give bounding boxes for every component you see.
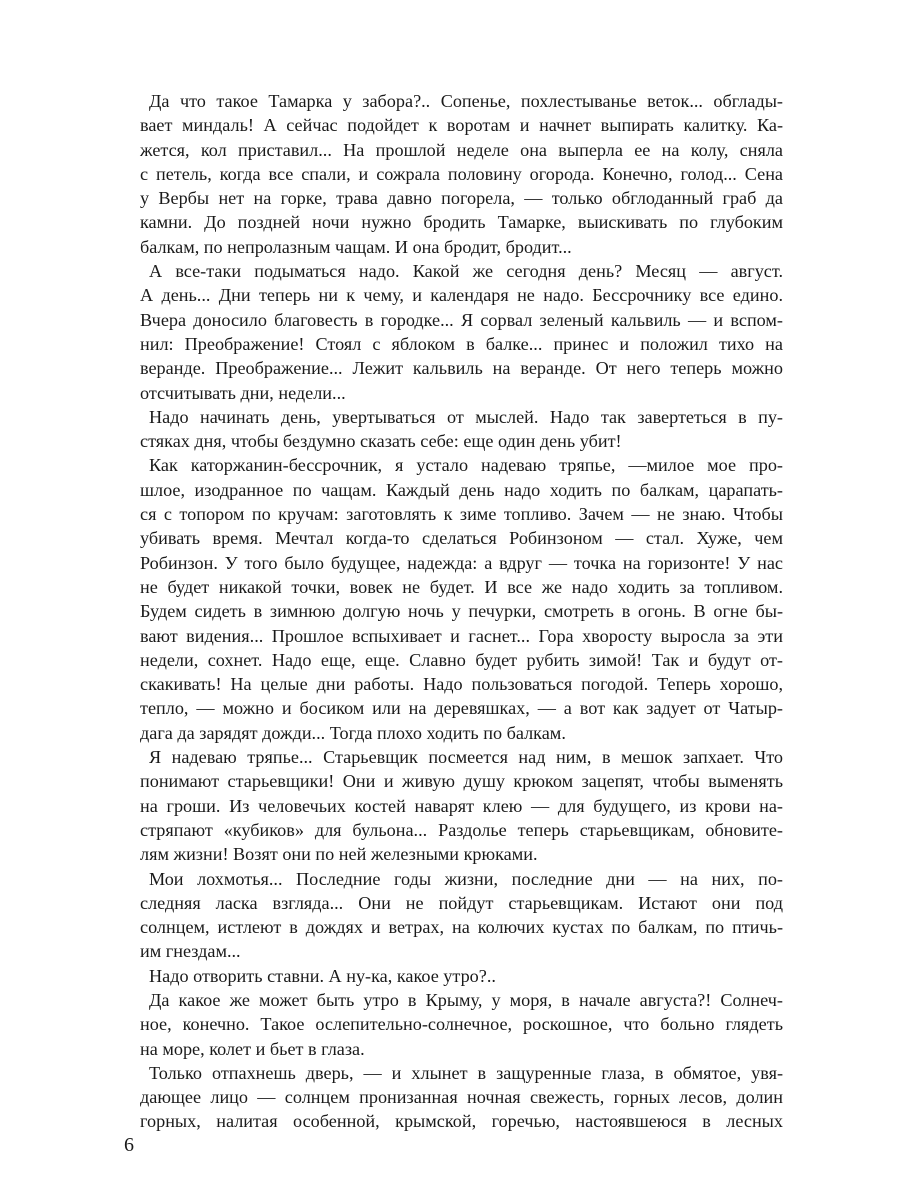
text-line: нил: Преображение! Стоял с яблоком в балке... принес и положил тихо на: [140, 333, 783, 354]
text-line: стяках дня, чтобы бездумно сказать себе: еще один день убит!: [140, 431, 622, 452]
text-line: скакивать! На целые дни работы. Надо пользоваться погодой. Теперь хорошо,: [140, 674, 783, 695]
text-line: лям жизни! Возят они по ней железными крюками.: [140, 844, 538, 865]
text-line: Да что такое Тамарка у забора?.. Сопенье, похлестыванье веток... обглады-: [149, 91, 783, 111]
text-line: не будет никакой точки, вовек не будет. И все же надо ходить за топливом.: [140, 576, 783, 597]
text-line: отсчитывать дни, недели...: [140, 382, 346, 403]
text-line: убивать время. Мечтал когда-то сделаться Робинзоном — стал. Хуже, чем: [140, 528, 783, 549]
text-line: ся с топором по кручам: заготовлять к зиме топливо. Зачем — не знаю. Чтобы: [140, 504, 783, 525]
text-line: вают видения... Прошлое вспыхивает и гаснет... Гора хворосту выросла за эти: [140, 625, 783, 646]
paragraph: [140, 1061, 783, 1134]
text-line: дающее лицо — солнцем пронизанная ночная свежесть, горных лесов, долин: [140, 1087, 783, 1108]
text-line: Мои лохмотья... Последние годы жизни, последние дни — на них, по-: [149, 868, 783, 889]
text-line: Надо начинать день, увертываться от мыслей. Надо так завертеться в пу-: [149, 406, 783, 427]
paragraph: [140, 867, 783, 964]
text-line: Робинзон. У того было будущее, надежда: а вдруг — точка на горизонте! У нас: [140, 552, 783, 573]
paragraph: [140, 988, 783, 1061]
paragraph: [140, 405, 783, 454]
text-line: на море, колет и бьет в глаза.: [140, 1038, 365, 1059]
paragraph: [140, 745, 783, 866]
text-line: Только отпахнешь дверь, — и хлынет в защуренные глаза, в обмятое, увя-: [149, 1062, 783, 1083]
text-line: ное, конечно. Такое ослепительно-солнечное, роскошное, что больно глядеть: [140, 1014, 783, 1035]
text-line: стряпают «кубиков» для бульона... Раздолье теперь старьевщикам, обновите-: [140, 819, 783, 840]
text-line: вает миндаль! А сейчас подойдет к воротам и начнет выпирать калитку. Ка-: [140, 115, 783, 136]
text-line: им гнездам...: [140, 941, 241, 962]
text-line: Надо отворить ставни. А ну-ка, какое утро?..: [149, 965, 496, 986]
text-line: шлое, изодранное по чащам. Каждый день надо ходить по балкам, царапать-: [140, 479, 783, 500]
text-line: Как каторжанин-бессрочник, я устало надеваю тряпье, —милое мое про-: [149, 455, 783, 476]
text-line: тепло, — можно и босиком или на деревяшках, — а вот как задует от Чатыр-: [140, 698, 783, 719]
text-line: Вчера доносило благовесть в городке... Я сорвал зеленый кальвиль — и вспом-: [140, 309, 783, 330]
text-line: Будем сидеть в зимнюю долгую ночь у печурки, смотреть в огонь. В огне бы-: [140, 601, 783, 622]
text-line: Да какое же может быть утро в Крыму, у моря, в начале августа?! Солнеч-: [149, 989, 783, 1010]
text-line: Я надеваю тряпье... Старьевщик посмеется над ним, в мешок запхает. Что: [149, 747, 783, 768]
text-line: следняя ласка взгляда... Они не пойдут старьевщикам. Истают они под: [140, 892, 783, 913]
text-line: понимают старьевщики! Они и живую душу крюком зацепят, чтобы выменять: [140, 771, 783, 792]
text-line: солнцем, истлеют в дождях и ветрах, на колючих кустах по балкам, по птичь-: [140, 917, 783, 938]
text-line: горных, налитая особенной, крымской, горечью, настоявшеюся в лесных: [140, 1111, 783, 1132]
text-line: жется, кол приставил... На прошлой неделе она выперла ее на колу, сняла: [140, 139, 783, 160]
page-number: 6: [124, 1134, 134, 1156]
paragraph: [140, 259, 783, 405]
text-line: балкам, по непролазным чащам. И она бродит, бродит...: [140, 236, 572, 257]
text-line: на гроши. Из человечьих костей наварят клею — для будущего, из крови на-: [140, 795, 783, 816]
text-line: недели, сохнет. Надо еще, еще. Славно будет рубить зимой! Так и будут от-: [140, 649, 783, 670]
text-line: А все-таки подыматься надо. Какой же сегодня день? Месяц — август.: [149, 261, 783, 282]
text-line: у Вербы нет на горке, трава давно погорела, — только обглоданный граб да: [140, 188, 783, 209]
body-text: [140, 89, 783, 1134]
text-line: А день... Дни теперь ни к чему, и календаря не надо. Бессрочнику все едино.: [140, 285, 783, 306]
text-line: дага да зарядят дожди... Тогда плохо ходить по балкам.: [140, 722, 566, 743]
text-line: камни. До поздней ночи нужно бродить Тамарке, выискивать по глубоким: [140, 212, 783, 233]
paragraph: [140, 89, 783, 259]
text-line: с петель, когда все спали, и сожрала половину огорода. Конечно, голод... Сена: [140, 163, 783, 184]
paragraph: [140, 453, 783, 745]
paragraph: [140, 964, 783, 988]
text-line: веранде. Преображение... Лежит кальвиль на веранде. От него теперь можно: [140, 358, 783, 379]
